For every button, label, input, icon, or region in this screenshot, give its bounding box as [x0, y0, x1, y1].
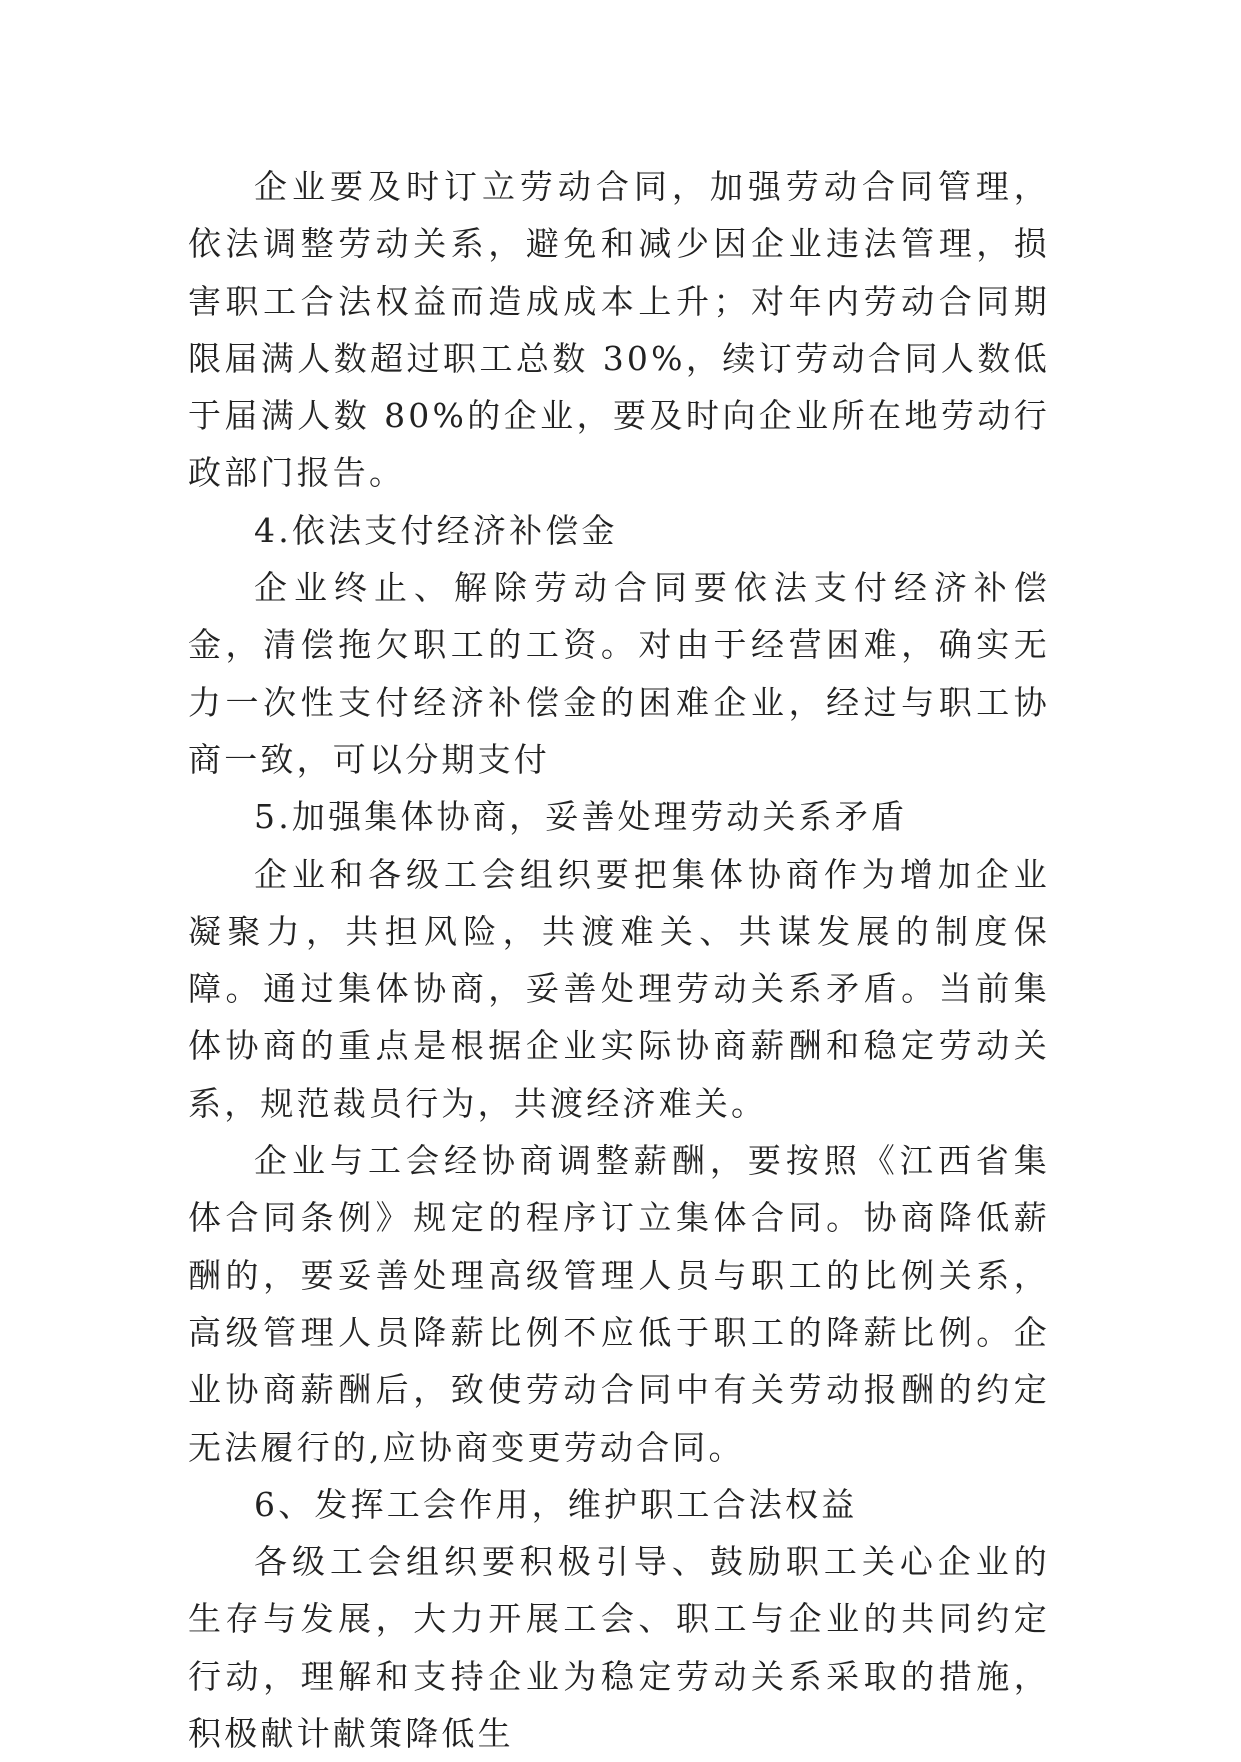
- section-heading-6: 6、发挥工会作用，维护职工合法权益: [254, 1484, 858, 1524]
- paragraph-contract-management: 企业要及时订立劳动合同，加强劳动合同管理，依法调整劳动关系，避免和减少因企业违法管理，损害职工合法权益而造成成本上升；对年内劳动合同期限届满人数超过职工总数 30%，续订劳动合同人数低于届满人数 80%的企业，要及时向企业所在地劳动行政部门报告。: [188, 167, 1050, 493]
- section-heading-5: 5.加强集体协商，妥善处理劳动关系矛盾: [254, 797, 908, 837]
- paragraph-collective-negotiation: 企业和各级工会组织要把集体协商作为增加企业凝聚力，共担风险，共渡难关、共谋发展的制度保障。通过集体协商，妥善处理劳动关系矛盾。当前集体协商的重点是根据企业实际协商薪酬和稳定劳动关系，规范裁员行为，共渡经济难关。: [188, 854, 1050, 1123]
- paragraph-compensation: 企业终止、解除劳动合同要依法支付经济补偿金，清偿拖欠职工的工资。对由于经营困难，确实无力一次性支付经济补偿金的困难企业，经过与职工协商一致，可以分期支付: [188, 568, 1050, 779]
- paragraph-salary-adjustment: 企业与工会经协商调整薪酬，要按照《江西省集体合同条例》规定的程序订立集体合同。协商降低薪酬的，要妥善处理高级管理人员与职工的比例关系，高级管理人员降薪比例不应低于职工的降薪比例。企业协商薪酬后，致使劳动合同中有关劳动报酬的约定无法履行的,应协商变更劳动合同。: [188, 1141, 1050, 1467]
- document-body: [188, 158, 1050, 1762]
- paragraph-union-role: 各级工会组织要积极引导、鼓励职工关心企业的生存与发展，大力开展工会、职工与企业的共同约定行动，理解和支持企业为稳定劳动关系采取的措施，积极献计献策降低生: [188, 1542, 1050, 1754]
- section-heading-4: 4.依法支付经济补偿金: [254, 510, 618, 550]
